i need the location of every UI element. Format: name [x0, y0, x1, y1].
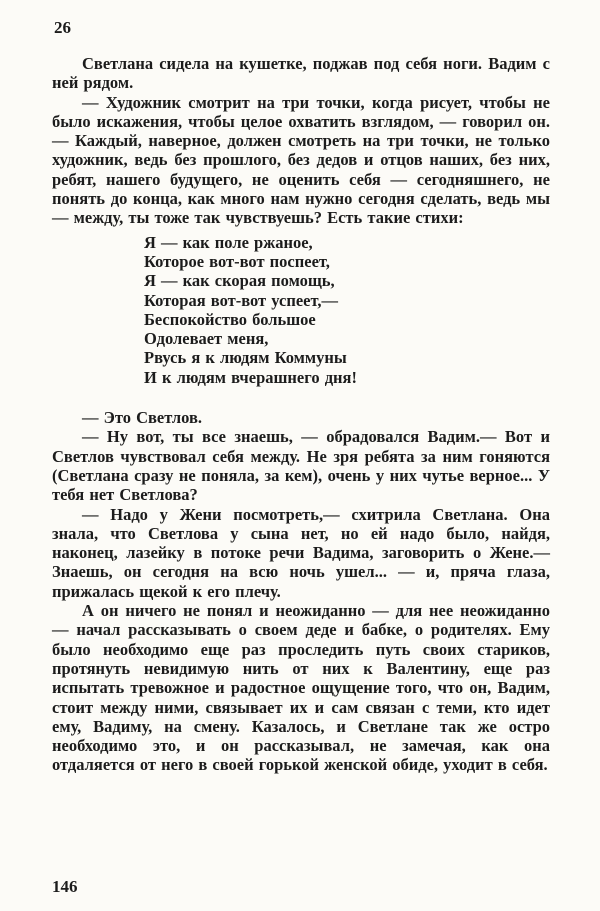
paragraph: — Ну вот, ты все знаешь, — обрадовался Вадим.— Вот и Светлов чувствовал себя между. Не зря ребята за ним гоняются (Светлана сразу не поняла, за кем), очень у них чутье верное... У тебя нет Светлова?: [52, 427, 550, 505]
poem-line: Которая вот-вот успеет,—: [144, 290, 338, 310]
poem-line: Которое вот-вот поспеет,: [144, 251, 330, 271]
page-content: [52, 54, 550, 775]
poem-line: И к людям вчерашнего дня!: [144, 367, 357, 387]
poem-line: Я — как скорая помощь,: [144, 271, 335, 291]
poem-line: Рвусь я к людям Коммуны: [144, 348, 347, 368]
paragraph: — Надо у Жени посмотреть,— схитрила Светлана. Она знала, что Светлова у сына нет, но ей надо было, найдя, наконец, лазейку в потоке речи Вадима, заговорить о Жене.— Знаешь, он сегодня на всю ночь ушел... — и, пряча глаза, прижалась щекой к его плечу.: [52, 504, 550, 601]
poem-line: Одолевает меня,: [144, 329, 269, 349]
paragraph: А он ничего не понял и неожиданно — для нее неожиданно — начал рассказывать о своем деде и бабке, о родителях. Ему было необходимо еще раз проследить путь своих стариков, протянуть невидимую нить от них к Валентину, еще раз испытать тревожное и радостное ощущение того, что он, Вадим, стоит между ними, связывает их и сам связан с теми, кто идет ему, Вадиму, на смену. Казалось, и Светлане так же остро необходимо это, и он рассказывал, не замечая, как она отдаляется от него в своей горькой женской обиде, уходит в себя.: [52, 601, 550, 775]
paragraph: Светлана сидела на кушетке, поджав под себя ноги. Вадим с ней рядом.: [52, 54, 550, 93]
paragraph: — Художник смотрит на три точки, когда рисует, чтобы не было искажения, чтобы целое охватить взглядом, — говорил он.— Каждый, наверное, должен смотреть на три точки, не только художник, ведь без прошлого, без дедов и отцов наших, без них, ребят, нашего будущего, не оценить себя — сегодняшнего, не понять до конца, как много нам нужно сегодня сделать, ведь мы — между, ты тоже так чувствуешь? Есть такие стихи:: [52, 92, 550, 228]
paragraph: — Это Светлов.: [82, 408, 203, 428]
poem-block: [144, 233, 550, 387]
poem-line: Я — как поле ржаное,: [144, 232, 313, 252]
page-number-bottom: 146: [52, 877, 78, 896]
poem-line: Беспокойство большое: [144, 309, 316, 329]
page-number-top: 26: [54, 18, 71, 37]
